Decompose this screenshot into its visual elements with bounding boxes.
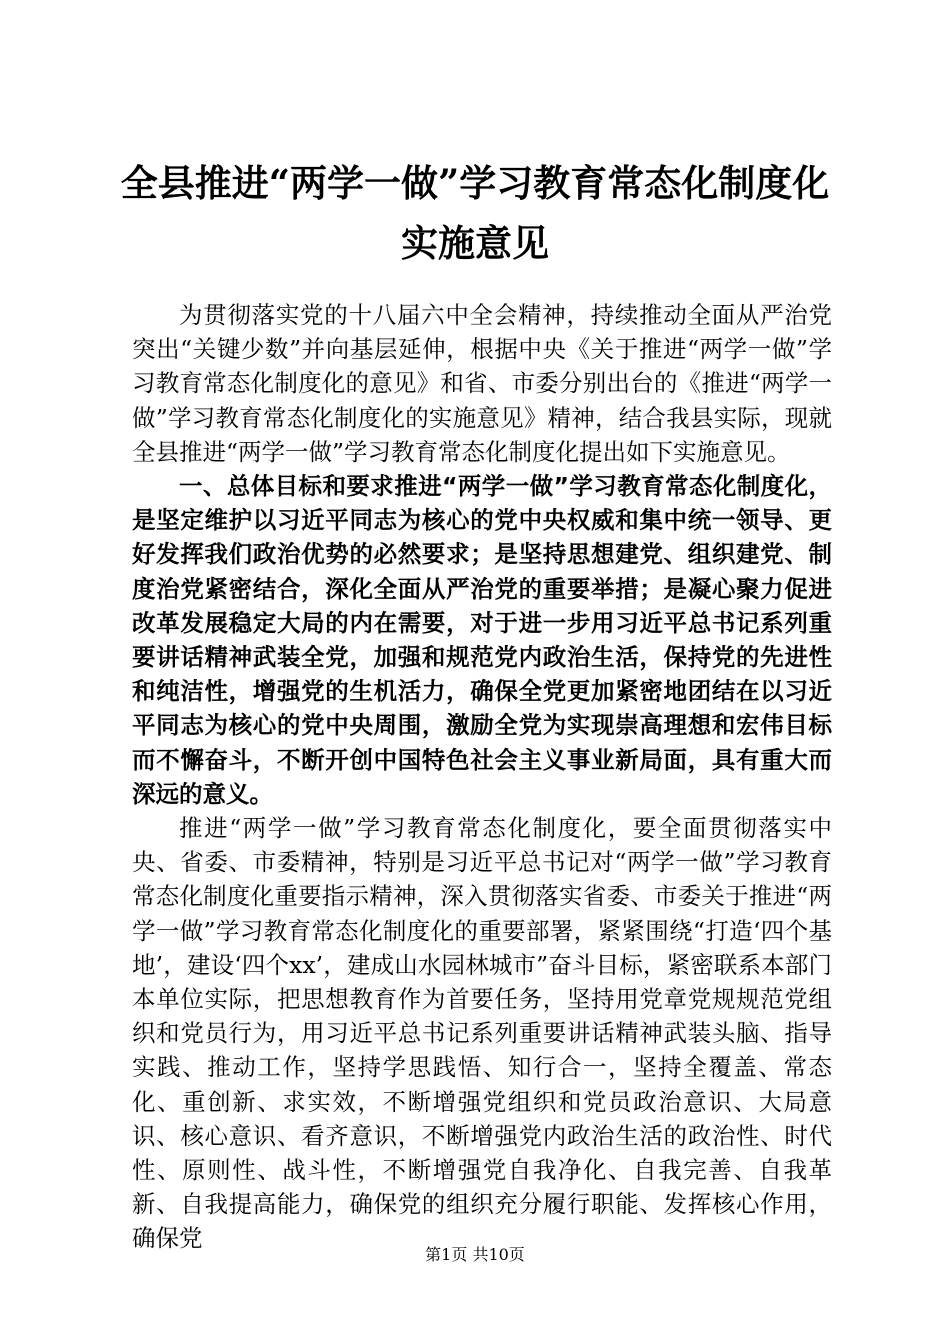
page-number-footer: 第1页 共10页 bbox=[425, 1245, 525, 1264]
document-title-line-2: 实施意见 bbox=[401, 221, 549, 265]
paragraph-intro: 为贯彻落实党的十八届六中全会精神，持续推动全面从严治党突出“关键少数”并向基层延伸，根据中央《关于推进“两学一做”学习教育常态化制度化的意见》和省、市委分别出台的《推进“两学一做”学习教育常态化制度化的实施意见》精神，结合我县实际，现就全县推进“两学一做”学习教育常态化制度化提出如下实施意见。 bbox=[132, 301, 832, 466]
paragraph-section-1: 一、总体目标和要求推进“两学一做”学习教育常态化制度化，是坚定维护以习近平同志为核心的党中央权威和集中统一领导、更好发挥我们政治优势的必然要求；是坚持思想建党、组织建党、制度治党紧密结合，深化全面从严治党的重要举措；是凝心聚力促进改革发展稳定大局的内在需要，对于进一步用习近平总书记系列重要讲话精神武装全党，加强和规范党内政治生活，保持党的先进性和纯洁性，增强党的生机活力，确保全党更加紧密地团结在以习近平同志为核心的党中央周围，激励全党为实现崇高理想和宏伟目标而不懈奋斗，不断开创中国特色社会主义事业新局面，具有重大而深远的意义。 bbox=[132, 472, 832, 808]
paragraph-requirements: 推进“两学一做”学习教育常态化制度化，要全面贯彻落实中央、省委、市委精神，特别是习近平总书记对“两学一做”学习教育常态化制度化重要指示精神，深入贯彻落实省委、市委关于推进“两学一做”学习教育常态化制度化的重要部署，紧紧围绕“打造‘四个基地’，建设‘四个xx’，建成山水园林城市”奋斗目标，紧密联系本部门本单位实际，把思想教育作为首要任务，坚持用党章党规规范党组织和党员行为，用习近平总书记系列重要讲话精神武装头脑、指导实践、推动工作，坚持学思践悟、知行合一，坚持全覆盖、常态化、重创新、求实效，不断增强党组织和党员政治意识、大局意识、核心意识、看齐意识，不断增强党内政治生活的政治性、时代性、原则性、战斗性，不断增强党自我净化、自我完善、自我革新、自我提高能力，确保党的组织充分履行职能、发挥核心作用，确保党 bbox=[132, 814, 832, 1253]
document-title-line-1: 全县推进“两学一做”学习教育常态化制度化 bbox=[120, 161, 830, 205]
document-body bbox=[132, 298, 832, 1256]
